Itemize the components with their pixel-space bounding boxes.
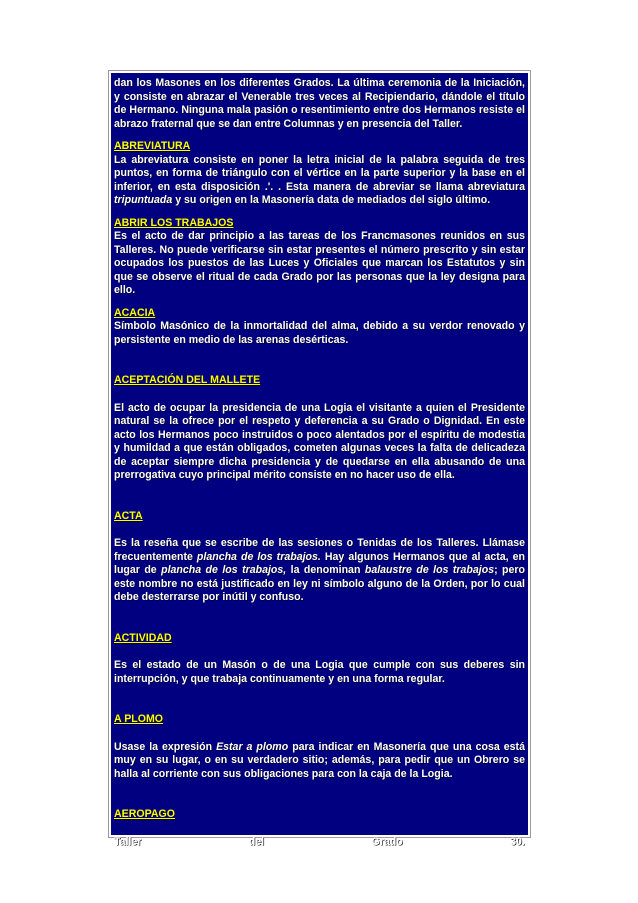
entry-title-actividad: ACTIVIDAD <box>114 631 172 644</box>
entry-body-aceptacion-del-mallete: El acto de ocupar la presidencia de una Logia el visitante a quien el Presidente natural se la ofrece por el respeto y deferencia a su Grado o Dignidad. En este acto los Hermanos poco instruidos o poco alentados por el espíritu de modestia y humildad a que están obligados, cometen algunas veces la falta de delicadeza de aceptar siempre dicha presidencia y de quedarse en ella abusando de una prerrogativa cuyo principal mérito consiste en no hacer uso de ella. <box>114 401 525 481</box>
word: del <box>248 835 265 848</box>
entry-body-acacia: Símbolo Masónico de la inmortalidad del alma, debido a su verdor renovado y persistente en medio de las arenas desérticas. <box>114 320 525 346</box>
word: Taller <box>114 835 142 848</box>
entry-title-a-plomo: A PLOMO <box>114 713 164 725</box>
entry-body-continuation: dan los Masones en los diferentes Grados. La última ceremonia de la Iniciación, y consiste en abrazar el Venerable tres veces al Recipiendario, dándole el título de Hermano. Ninguna mala pasión o resentimiento entre dos Hermanos resiste el abrazo fraternal que se dan entre Columnas y en presencia del Taller. <box>114 77 525 130</box>
entry-body-acta: Es la reseña que se escribe de las sesiones o Tenidas de los Talleres. Llámase frecuentemente plancha de los trabajos. Hay algunos Hermanos que al acta, en lugar de plancha de los trabajos, la denominan balaustre de los trabajos; pero este nombre no está justificado en ley ni símbolo alguno de la Orden, por lo cual debe desterrarse por inútil y confuso. <box>114 537 526 603</box>
entry-body-aeropago <box>114 836 525 850</box>
entry-title-acacia: ACACIA <box>114 306 156 319</box>
entry-title-abreviatura: ABREVIATURA <box>114 140 191 152</box>
entry-body-actividad: Es el estado de un Masón o de una Logia que cumple con sus deberes sin interrupción, y que trabaja continuamente y en una forma regular. <box>114 659 525 685</box>
entry-title-abrir-los-trabajos: ABRIR LOS TRABAJOS <box>114 216 234 229</box>
entry-body-abrir-los-trabajos: Es el acto de dar principio a las tareas de los Francmasones reunidos en sus Talleres. No puede verificarse sin estar presentes el número prescrito y sin estar ocupados los puestos de las Luces y Oficiales que marcan los Estatutos y sin que se observe el ritual de cada Grado por las personas que la ley designa para ello. <box>114 230 525 296</box>
entry-title-aeropago: AEROPAGO <box>114 808 176 820</box>
word: 30. <box>510 835 525 848</box>
entry-title-acta: ACTA <box>114 509 143 522</box>
glossary-panel <box>111 73 528 848</box>
entry-title-aceptacion-del-mallete: ACEPTACIÓN DEL MALLETE <box>114 374 261 386</box>
entry-body-abreviatura: La abreviatura consiste en poner la letra inicial de la palabra seguida de tres puntos, en forma de triángulo con el vértice en la parte superior y la base en el inferior, en esta disposición .'. . Esta manera de abreviar se llama abreviatura tripuntuada y su origen en la Masonería data de mediados del siglo último. <box>114 153 525 206</box>
entry-body-a-plomo: Usase la expresión Estar a plomo para indicar en Masonería que una cosa está muy en su lugar, o en su verdadero sitio; además, para pedir que un Obrero se halla al corriente con sus obligaciones para con la caja de la Logia. <box>114 740 525 780</box>
word: Grado <box>371 835 403 848</box>
